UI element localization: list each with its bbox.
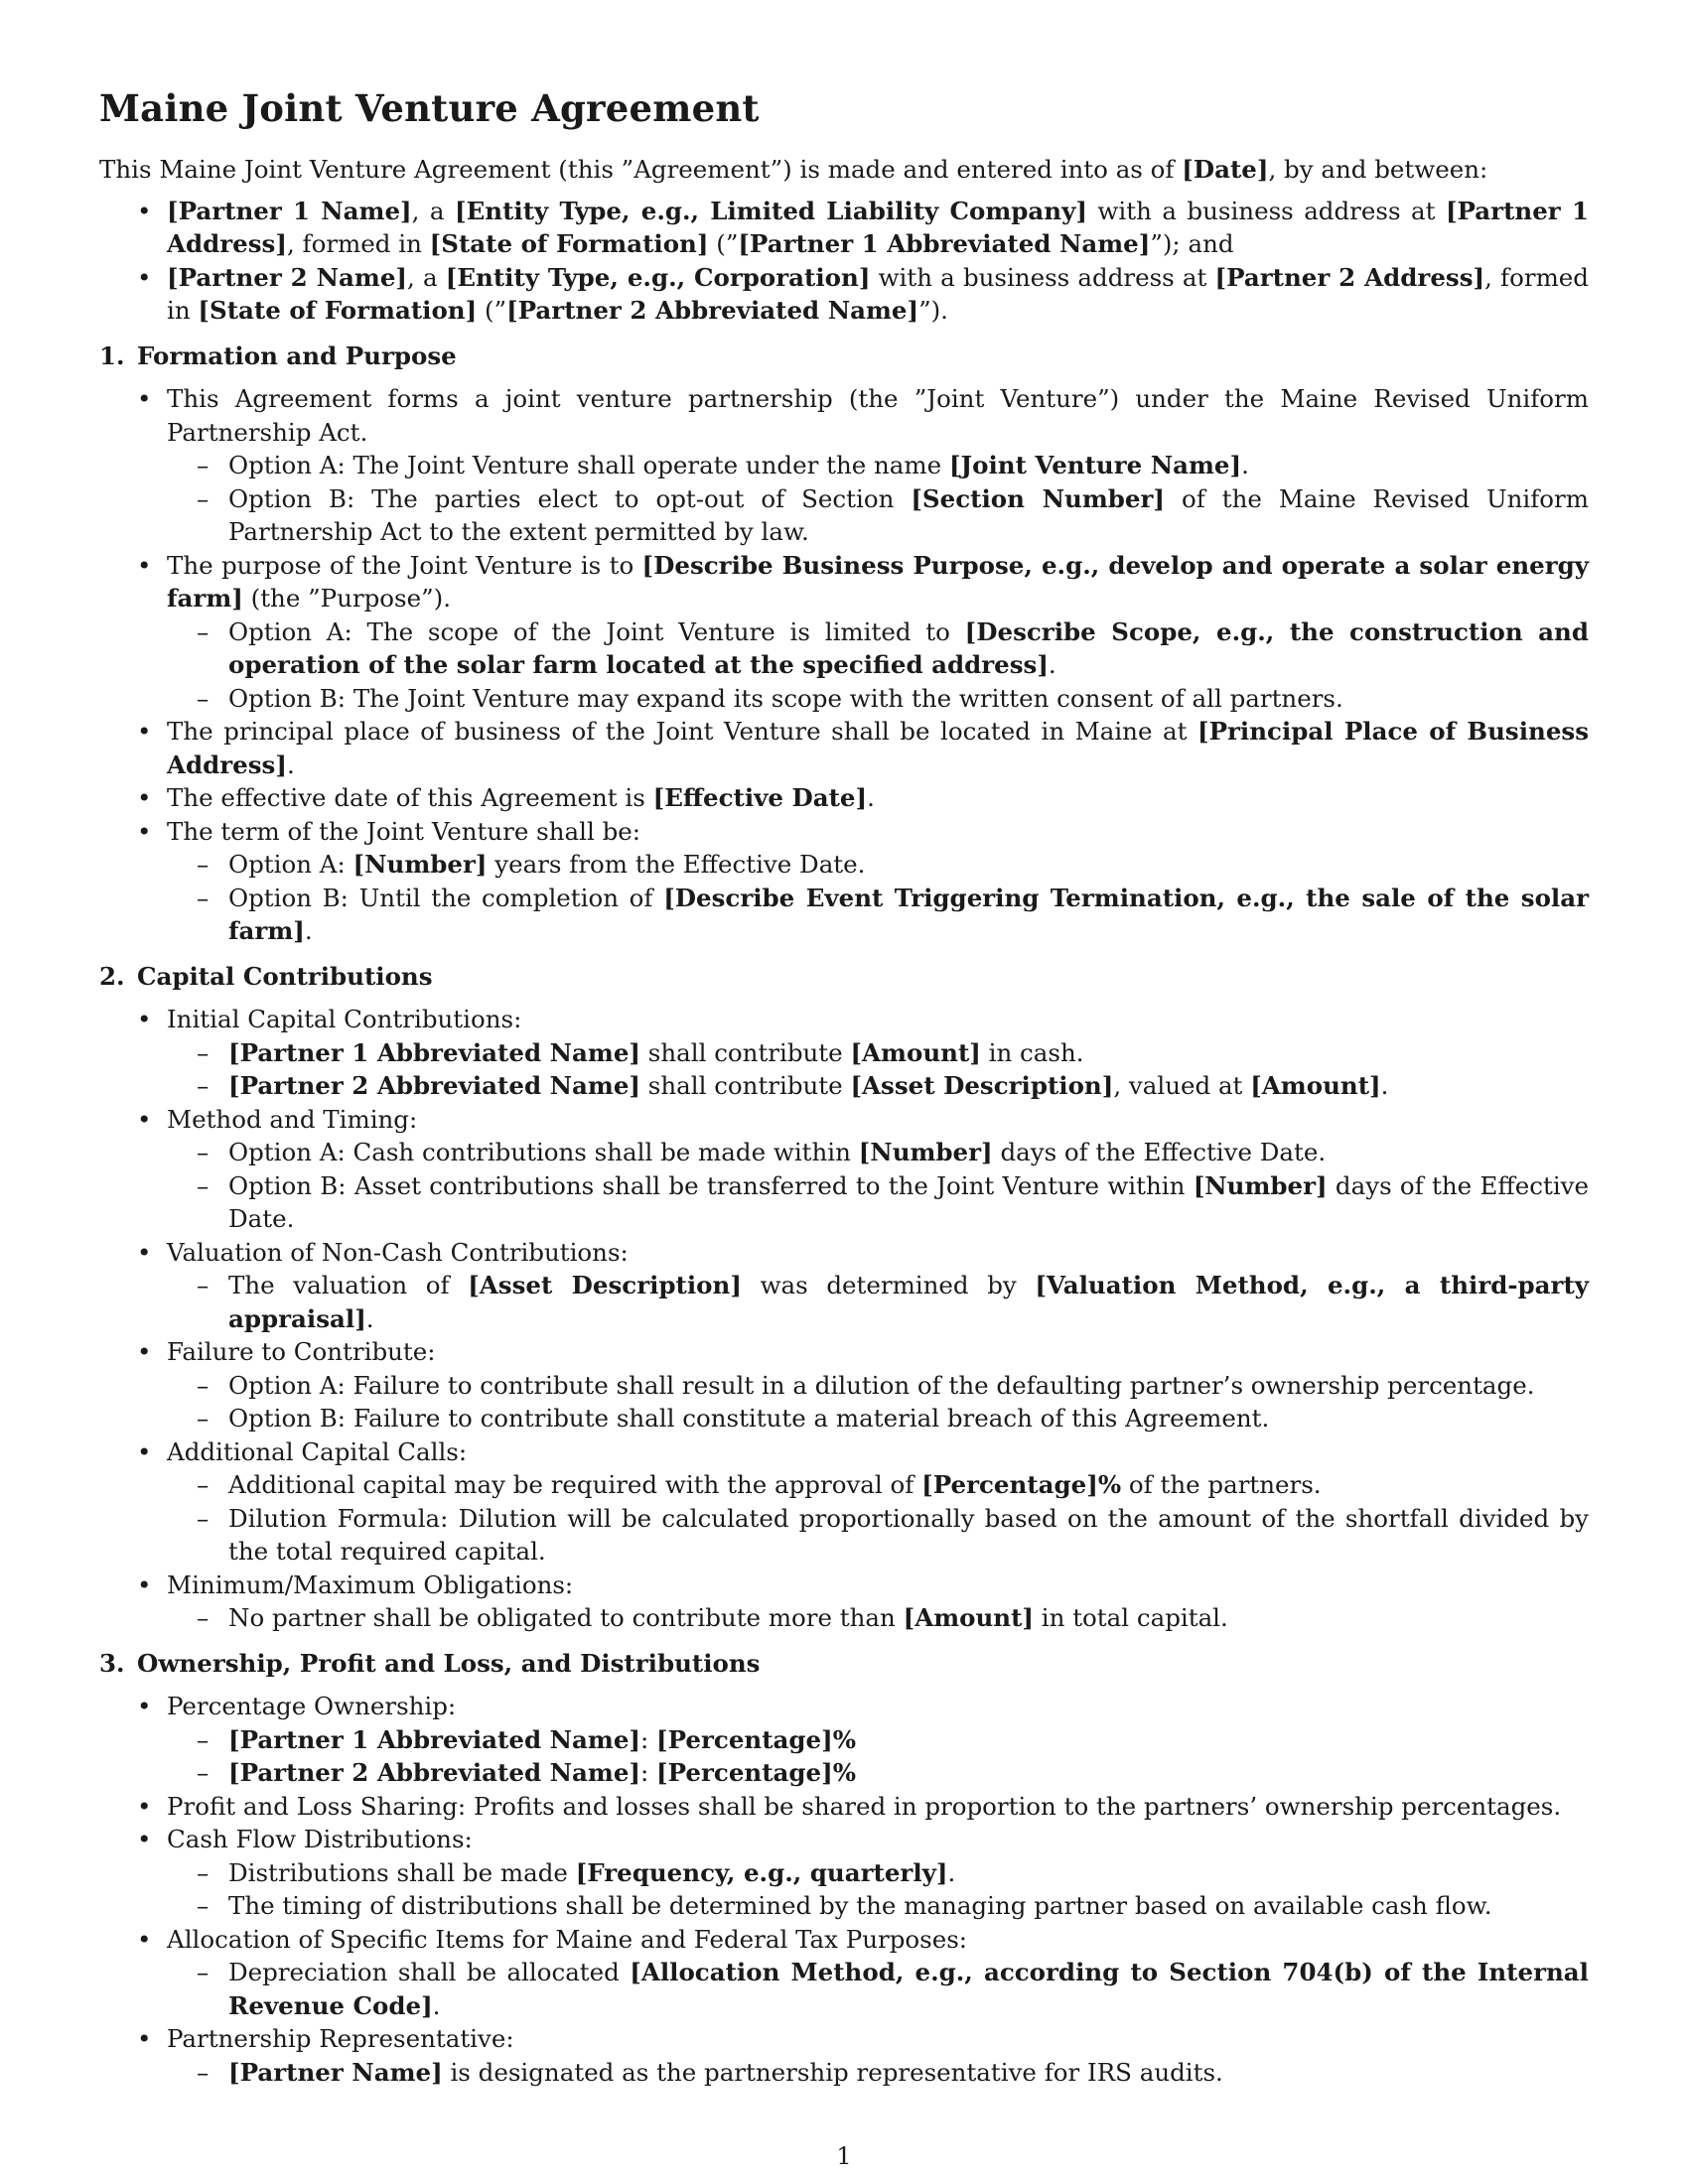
- text: .: [867, 783, 875, 812]
- sub-list-item: [167, 1369, 1589, 1403]
- intro-text-end: , by and between:: [1268, 155, 1488, 184]
- sub-list-item: [167, 682, 1589, 716]
- text: No partner shall be obligated to contribute more than: [228, 1603, 904, 1632]
- list-item: [99, 1823, 1589, 1923]
- text: Additional Capital Calls:: [167, 1436, 468, 1466]
- placeholder: [Asset Description]: [468, 1271, 742, 1299]
- sub-list-item: [167, 615, 1589, 682]
- placeholder: [Principal Place of Business Address]: [167, 717, 1589, 779]
- text: Valuation of Non-Cash Contributions:: [167, 1237, 629, 1267]
- text: Option A: The scope of the Joint Venture is limited to: [228, 616, 965, 646]
- section-heading: [99, 1647, 1589, 1681]
- text: , valued at: [1113, 1071, 1251, 1100]
- sub-list-item: [167, 1956, 1589, 2022]
- text: in total capital.: [1034, 1603, 1228, 1632]
- section-list: [99, 1690, 1589, 2089]
- sub-list-item: [167, 1402, 1589, 1435]
- text: Allocation of Specific Items for Maine and Federal Tax Purposes:: [167, 1924, 968, 1954]
- text: The valuation of: [228, 1271, 469, 1299]
- intro-text: This Maine Joint Venture Agreement (this ”Agreement”) is made and entered into as of: [99, 155, 1183, 184]
- list-item: [99, 1335, 1589, 1435]
- placeholder: [Asset Description]: [850, 1071, 1114, 1100]
- text: was determined by: [741, 1271, 1036, 1299]
- placeholder: [Effective Date]: [652, 783, 868, 812]
- text: .: [286, 750, 295, 779]
- text: This Agreement forms a joint venture partnership (the ”Joint Venture”) under the Maine Revised Uniform Partnership Act.: [167, 384, 1589, 447]
- sub-list: [167, 1136, 1589, 1236]
- section-list: [99, 1003, 1589, 1635]
- placeholder: [Partner 2 Abbreviated Name]: [228, 1758, 640, 1787]
- list-item: [99, 1236, 1589, 1336]
- placeholder: [Partner 2 Abbreviated Name]: [228, 1071, 640, 1100]
- list-item: [99, 781, 1589, 815]
- placeholder: [Amount]: [850, 1037, 981, 1067]
- text: with a business address at: [870, 262, 1215, 292]
- text: , formed in: [167, 262, 1589, 325]
- text: :: [640, 1758, 657, 1787]
- text: .: [1048, 650, 1056, 679]
- text: , a: [407, 262, 446, 292]
- text: .: [304, 916, 313, 945]
- sub-list-item: [167, 1889, 1589, 1923]
- intro-paragraph: [99, 153, 1589, 187]
- sub-list-item: [167, 1069, 1589, 1103]
- placeholder: [Frequency, e.g., quarterly]: [575, 1857, 948, 1887]
- section-heading: [99, 340, 1589, 373]
- text: Additional capital may be required with the approval of: [228, 1470, 922, 1499]
- section-ownership-profit-loss-distributions: [99, 1647, 1589, 2090]
- sub-list-item: [167, 1036, 1589, 1070]
- text: The effective date of this Agreement is: [167, 783, 653, 812]
- sub-list: [167, 449, 1589, 549]
- placeholder: [Number]: [352, 850, 488, 879]
- text: Option A: Failure to contribute shall result in a dilution of the defaulting partner’s ownership percentage.: [228, 1370, 1535, 1400]
- sub-list: [167, 1601, 1589, 1635]
- placeholder: [Partner 1 Name]: [167, 196, 412, 225]
- section-title: Capital Contributions: [137, 961, 433, 991]
- placeholder: [Joint Venture Name]: [948, 451, 1242, 479]
- text: Option A: Cash contributions shall be made within: [228, 1138, 859, 1166]
- placeholder: [Partner 2 Abbreviated Name]: [506, 296, 919, 325]
- placeholder: [Partner Name]: [228, 2057, 443, 2087]
- placeholder: [Percentage]%: [656, 1758, 856, 1787]
- placeholder: [Describe Scope, e.g., the construction and operation of the solar farm located at the specified address]: [228, 616, 1589, 679]
- text: Option A: The Joint Venture shall operate under the name: [228, 451, 949, 479]
- placeholder: [Valuation Method, e.g., a third-party appraisal]: [228, 1271, 1589, 1333]
- sub-list-item: [167, 882, 1589, 948]
- text: Dilution Formula: Dilution will be calculated proportionally based on the amount of the shortfall divided by the total required capital.: [228, 1503, 1589, 1566]
- page-number: 1: [836, 2142, 852, 2170]
- section-heading: [99, 960, 1589, 994]
- placeholder: [Number]: [1193, 1170, 1328, 1200]
- text: .: [947, 1857, 956, 1887]
- text: (the ”Purpose”).: [242, 584, 451, 613]
- placeholder: [Partner 1 Abbreviated Name]: [738, 229, 1151, 258]
- text: Option B: The Joint Venture may expand its scope with the written consent of all partners.: [228, 683, 1343, 713]
- text: (”: [708, 229, 739, 258]
- parties-list: [99, 195, 1589, 328]
- sub-list-item: [167, 482, 1589, 549]
- sub-list-item: [167, 1269, 1589, 1335]
- list-item: [99, 1103, 1589, 1236]
- section-title: Ownership, Profit and Loss, and Distributions: [137, 1648, 761, 1678]
- text: (”: [477, 296, 507, 325]
- placeholder: [Section Number]: [911, 483, 1165, 513]
- sub-list: [167, 615, 1589, 716]
- list-item: [99, 549, 1589, 716]
- text: ”); and: [1150, 229, 1234, 258]
- sub-list: [167, 848, 1589, 948]
- text: days of the Effective Date.: [992, 1138, 1327, 1166]
- list-item: [99, 1923, 1589, 2023]
- text: .: [1241, 451, 1249, 479]
- placeholder: [Entity Type, e.g., Limited Liability Company]: [455, 196, 1087, 225]
- text: Option B: The parties elect to opt-out of Section: [228, 483, 912, 513]
- text: Option A:: [228, 850, 353, 879]
- placeholder: [Percentage]%: [656, 1724, 856, 1754]
- party-2: [99, 261, 1589, 328]
- text: The principal place of business of the Joint Venture shall be located in Maine at: [167, 717, 1197, 746]
- text: .: [365, 1303, 374, 1333]
- section-formation-and-purpose: [99, 340, 1589, 948]
- text: Option B: Asset contributions shall be transferred to the Joint Venture within: [228, 1170, 1194, 1200]
- sub-list: [167, 1036, 1589, 1103]
- list-item: [99, 382, 1589, 549]
- text: ”).: [918, 296, 948, 325]
- placeholder: [Percentage]%: [921, 1470, 1122, 1499]
- placeholder: [Describe Business Purpose, e.g., develop and operate a solar energy farm]: [167, 550, 1589, 613]
- placeholder: [Allocation Method, e.g., according to Section 704(b) of the Internal Revenue Code]: [228, 1958, 1589, 2020]
- placeholder: [Partner 2 Name]: [167, 262, 407, 292]
- placeholder: [Entity Type, e.g., Corporation]: [445, 262, 871, 292]
- text: Method and Timing:: [167, 1104, 418, 1134]
- sub-list: [167, 1269, 1589, 1335]
- placeholder: [Number]: [858, 1138, 993, 1166]
- placeholder: [Amount]: [1250, 1071, 1381, 1100]
- text: .: [1380, 1071, 1389, 1100]
- section-number: 1.: [99, 341, 125, 370]
- document-page: [99, 85, 1589, 2097]
- text: :: [640, 1724, 657, 1754]
- sub-list: [167, 1723, 1589, 1790]
- placeholder: [Partner 1 Abbreviated Name]: [228, 1724, 640, 1754]
- text: Option B: Failure to contribute shall constitute a material breach of this Agreement.: [228, 1404, 1270, 1433]
- sub-list-item: [167, 1723, 1589, 1757]
- text: The term of the Joint Venture shall be:: [167, 816, 641, 846]
- list-item: [99, 815, 1589, 948]
- text: is designated as the partnership representative for IRS audits.: [442, 2057, 1223, 2087]
- text: Distributions shall be made: [228, 1857, 576, 1887]
- party-1: [99, 195, 1589, 261]
- list-item: [99, 2022, 1589, 2089]
- text: , a: [411, 196, 455, 225]
- section-list: [99, 382, 1589, 948]
- text: of the Maine Revised Uniform Partnership Act to the extent permitted by law.: [228, 483, 1590, 546]
- text: Option B: Until the completion of: [228, 883, 664, 912]
- sub-list: [167, 1856, 1589, 1923]
- list-item: [99, 1569, 1589, 1635]
- sub-list: [167, 1956, 1589, 2022]
- placeholder: [Partner 1 Address]: [167, 196, 1589, 258]
- list-item: [99, 1003, 1589, 1103]
- placeholder: [State of Formation]: [429, 229, 709, 258]
- section-number: 3.: [99, 1648, 125, 1678]
- list-item: [99, 1435, 1589, 1569]
- sub-list-item: [167, 1756, 1589, 1790]
- placeholder: [Partner 2 Address]: [1214, 262, 1485, 292]
- text: with a business address at: [1086, 196, 1446, 225]
- text: Partnership Representative:: [167, 2024, 514, 2053]
- text: Minimum/Maximum Obligations:: [167, 1570, 574, 1599]
- placeholder: [Amount]: [903, 1603, 1035, 1632]
- text: The purpose of the Joint Venture is to: [167, 550, 642, 580]
- sub-list-item: [167, 449, 1589, 482]
- sub-list: [167, 1369, 1589, 1435]
- list-item: [99, 1690, 1589, 1790]
- text: The timing of distributions shall be determined by the managing partner based on available cash flow.: [228, 1891, 1492, 1920]
- sub-list: [167, 2056, 1589, 2090]
- sub-list-item: [167, 1502, 1589, 1569]
- text: in cash.: [980, 1037, 1084, 1067]
- text: Depreciation shall be allocated: [228, 1958, 631, 1986]
- sub-list-item: [167, 1136, 1589, 1169]
- text: of the partners.: [1121, 1470, 1322, 1499]
- text: years from the Effective Date.: [487, 850, 866, 879]
- text: Initial Capital Contributions:: [167, 1005, 522, 1033]
- list-item: [99, 715, 1589, 781]
- section-number: 2.: [99, 961, 125, 991]
- date-placeholder: [Date]: [1182, 155, 1269, 184]
- text: , formed in: [286, 229, 430, 258]
- text: .: [432, 1990, 441, 2020]
- sub-list-item: [167, 2056, 1589, 2090]
- text: Percentage Ownership:: [167, 1692, 457, 1720]
- document-title: Maine Joint Venture Agreement: [99, 86, 760, 130]
- text: Cash Flow Distributions:: [167, 1825, 473, 1853]
- sub-list-item: [167, 1468, 1589, 1502]
- sub-list: [167, 1468, 1589, 1569]
- sub-list-item: [167, 848, 1589, 882]
- list-item: [99, 1790, 1589, 1824]
- sub-list-item: [167, 1601, 1589, 1635]
- sub-list-item: [167, 1169, 1589, 1236]
- section-capital-contributions: [99, 960, 1589, 1635]
- text: Profit and Loss Sharing: Profits and losses shall be shared in proportion to the partners’ ownership percentages.: [167, 1791, 1562, 1821]
- text: Failure to Contribute:: [167, 1337, 436, 1366]
- placeholder: [Describe Event Triggering Termination, e.g., the sale of the solar farm]: [228, 883, 1589, 945]
- placeholder: [State of Formation]: [198, 296, 478, 325]
- placeholder: [Partner 1 Abbreviated Name]: [228, 1037, 640, 1067]
- sub-list-item: [167, 1856, 1589, 1890]
- section-title: Formation and Purpose: [137, 341, 457, 370]
- text: shall contribute: [640, 1037, 851, 1067]
- text: days of the Effective Date.: [228, 1170, 1589, 1233]
- text: shall contribute: [640, 1071, 851, 1100]
